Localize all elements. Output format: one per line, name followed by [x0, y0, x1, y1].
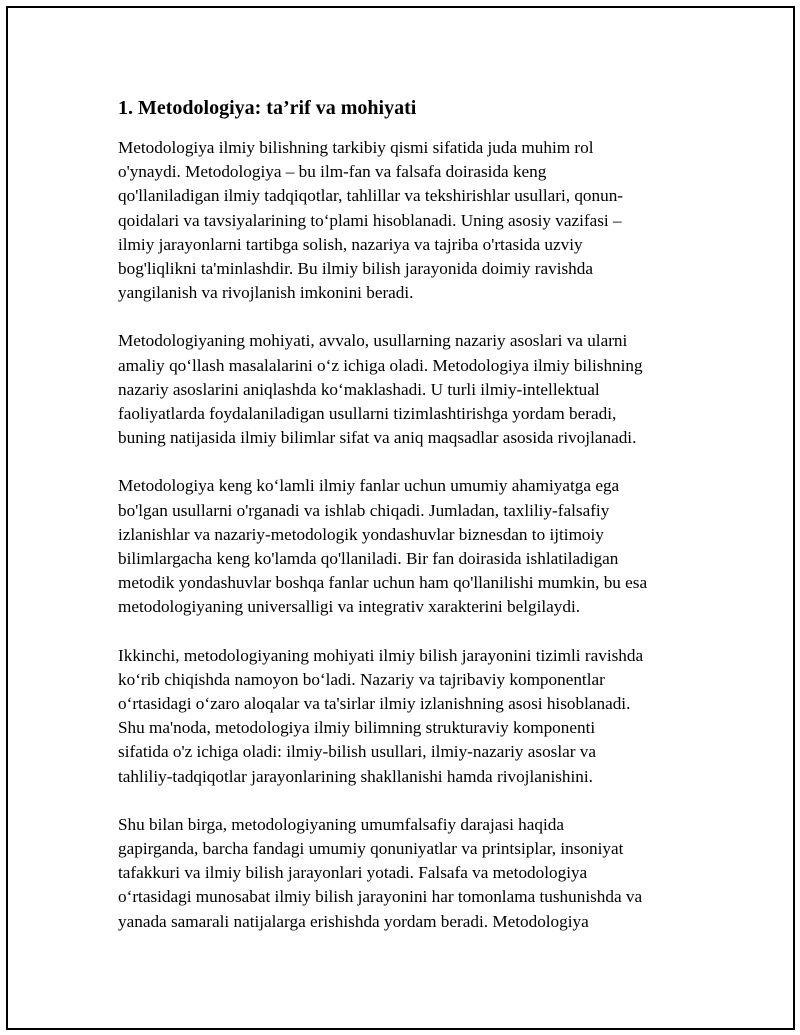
text-line: Metodologiya ilmiy bilishning tarkibiy qismi sifatida juda muhim rol	[118, 138, 594, 157]
text-line: nazariy asoslarini aniqlashda ko‘maklashadi. U turli ilmiy-intellektual	[118, 379, 600, 399]
text-line: Shu ma'noda, metodologiya ilmiy bilimning strukturaviy komponenti	[118, 718, 596, 738]
text-line: faoliyatlarda foydalaniladigan usullarni tizimlashtirishga yordam beradi,	[118, 404, 617, 424]
text-line: Metodologiyaning mohiyati, avvalo, usullarning nazariy asoslari va ularni	[118, 331, 628, 351]
text-line: ilmiy jarayonlarni tartibga solish, nazariya va tajriba o'rtasida uzviy	[118, 234, 583, 254]
text-line: amaliy qo‘llash masalalarini o‘z ichiga oladi. Metodologiya ilmiy bilishning	[118, 355, 643, 375]
section-heading: 1. Metodologiya: ta’rif va mohiyati	[118, 97, 417, 119]
text-line: sifatida o'z ichiga oladi: ilmiy-bilish usullari, ilmiy-nazariy asoslar va	[118, 742, 597, 762]
text-line: bog'liqlikni ta'minlashdir. Bu ilmiy bilish jarayonida doimiy ravishda	[118, 259, 593, 279]
paragraph-definition	[118, 136, 698, 305]
text-line: o‘rtasidagi munosabat ilmiy bilish jarayonini har tomonlama tushunishda va	[118, 887, 643, 907]
text-line: izlanishlar va nazariy-metodologik yondashuvlar biznesdan to ijtimoiy	[118, 524, 604, 544]
text-line: o'ynaydi. Metodologiya – bu ilm-fan va falsafa doirasida keng	[118, 162, 547, 182]
text-line: o‘rtasidagi o‘zaro aloqalar va ta'sirlar ilmiy izlanishning asosi hisoblanadi.	[118, 694, 631, 714]
text-line: Shu bilan birga, metodologiyaning umumfalsafiy darajasi haqida	[118, 814, 564, 834]
text-line: qo'llaniladigan ilmiy tadqiqotlar, tahlillar va tekshirishlar usullari, qonun-	[118, 186, 624, 206]
paragraph-philosophy	[118, 813, 698, 934]
text-line: yangilanish va rivojlanish imkonini beradi.	[118, 283, 414, 303]
paragraph-universality	[118, 474, 698, 619]
text-line: metodik yondashuvlar boshqa fanlar uchun ham qo'llanilishi mumkin, bu esa	[118, 573, 648, 593]
text-line: Metodologiya keng ko‘lamli ilmiy fanlar uchun umumiy ahamiyatga ega	[118, 476, 620, 496]
text-line: buning natijasida ilmiy bilimlar sifat va aniq maqsadlar asosida rivojlanadi.	[118, 428, 637, 448]
text-line: ko‘rib chiqishda namoyon bo‘ladi. Nazariy va tajribaviy komponentlar	[118, 669, 605, 689]
document-content	[118, 94, 698, 958]
text-line: tahliliy-tadqiqotlar jarayonlarining shakllanishi hamda rivojlanishini.	[118, 766, 593, 786]
text-line: bilimlargacha keng ko'lamda qo'llaniladi. Bir fan doirasida ishlatiladigan	[118, 549, 619, 569]
text-line: tafakkuri va ilmiy bilish jarayonlari yotadi. Falsafa va metodologiya	[118, 863, 588, 883]
text-line: qoidalari va tavsiyalarining to‘plami hisoblanadi. Uning asosiy vazifasi –	[118, 210, 622, 230]
text-line: gapirganda, barcha fandagi umumiy qonuniyatlar va printsiplar, insoniyat	[118, 839, 624, 859]
paragraph-systematic	[118, 644, 698, 789]
text-line: metodologiyaning universalligi va integrativ xarakterini belgilaydi.	[118, 597, 581, 617]
text-line: yanada samarali natijalarga erishishda yordam beradi. Metodologiya	[118, 911, 589, 931]
text-line: Ikkinchi, metodologiyaning mohiyati ilmiy bilish jarayonini tizimli ravishda	[118, 645, 644, 665]
text-line: bo'lgan usullarni o'rganadi va ishlab chiqadi. Jumladan, taxliliy-falsafiy	[118, 500, 610, 520]
paragraph-essence	[118, 329, 698, 450]
document-page	[6, 6, 795, 1030]
